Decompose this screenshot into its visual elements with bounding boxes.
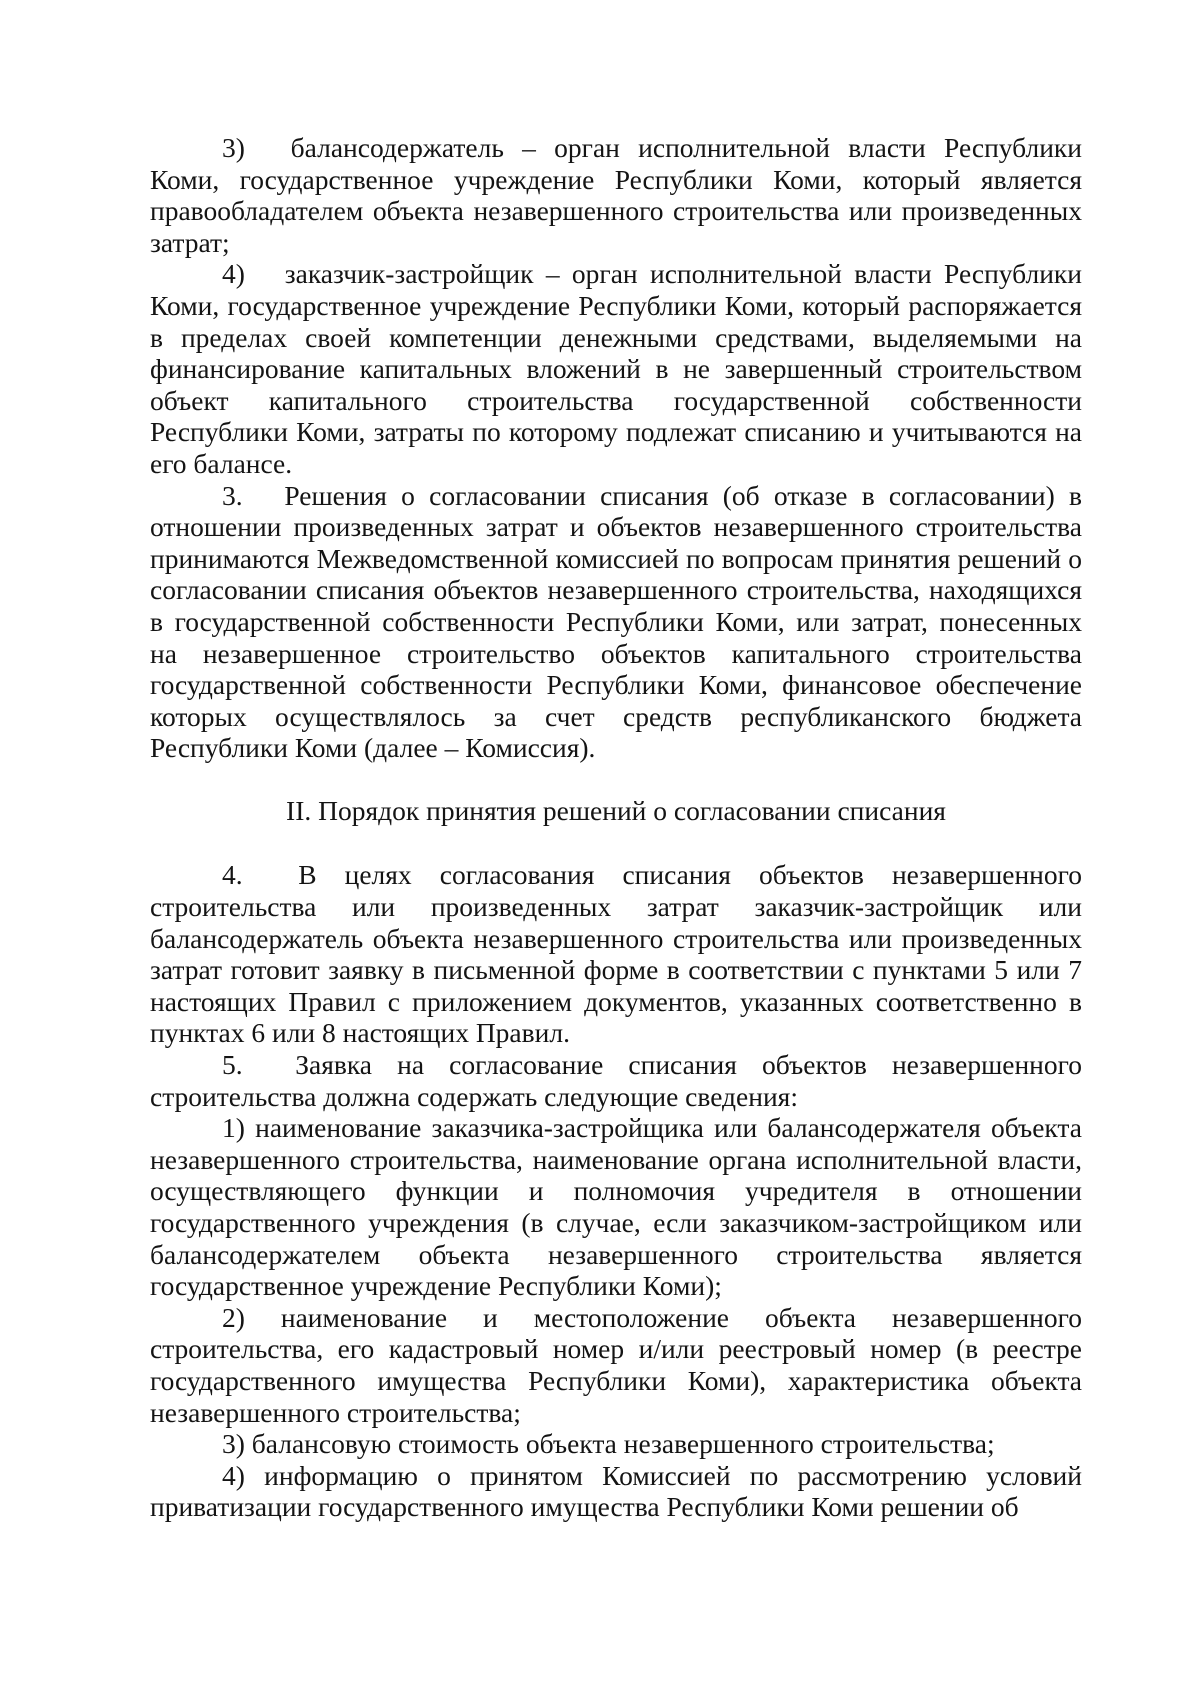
paragraph-5-application-contents: 5. Заявка на согласование списания объектов незавершенного строительства должна содержать следующие сведения: xyxy=(150,1049,1082,1112)
section-heading: II. Порядок принятия решений о согласовании списания xyxy=(286,794,946,826)
paragraph-3-commission-decisions: 3. Решения о согласовании списания (об отказе в согласовании) в отношении произведенных затрат и объектов незавершенного строительства принимаются Межведомственной комиссией по вопросам принятия решений о согласовании списания объектов незавершенного строительства, находящихся в государственной собственности Республики Коми, или затрат, понесенных на незавершенное строительство объектов капитального строительства государственной собственности Республики Коми, финансовое обеспечение которых осуществлялось за счет средств республиканского бюджета Республики Коми (далее – Комиссия). xyxy=(150,479,1082,764)
paragraph-4-application: 4. В целях согласования списания объектов незавершенного строительства или произведенных затрат заказчик-застройщик или балансодержатель объекта незавершенного строительства или произведенных затрат готовит заявку в письменной форме в соответствии с пунктами 5 или 7 настоящих Правил с приложением документов, указанных соответственно в пунктах 6 или 8 настоящих Правил. xyxy=(150,859,1082,1049)
paragraph-5-item-2: 2) наименование и местоположение объекта незавершенного строительства, его кадастровый номер и/или реестровый номер (в реестре государственного имущества Республики Коми), характеристика объекта незавершенного строительства; xyxy=(150,1301,1082,1428)
paragraph-item-4-customer-developer: 4) заказчик-застройщик – орган исполнительной власти Республики Коми, государственное учреждение Республики Коми, который распоряжается в пределах своей компетенции денежными средствами, выделяемыми на финансирование капитальных вложений в не завершенный строительством объект капитального строительства государственной собственности Республики Коми, затраты по которому подлежат списанию и учитываются на его балансе. xyxy=(150,258,1082,479)
paragraph-5-item-3: 3) балансовую стоимость объекта незавершенного строительства; xyxy=(222,1428,995,1460)
paragraph-5-item-1: 1) наименование заказчика-застройщика или балансодержателя объекта незавершенного строительства, наименование органа исполнительной власти, осуществляющего функции и полномочия учредителя в отношении государственного учреждения (в случае, если заказчиком-застройщиком или балансодержателем объекта незавершенного строительства является государственное учреждение Республики Коми); xyxy=(150,1112,1082,1302)
paragraph-item-3-balance-holder: 3) балансодержатель – орган исполнительной власти Республики Коми, государственное учреждение Республики Коми, который является правообладателем объекта незавершенного строительства или произведенных затрат; xyxy=(150,132,1082,258)
paragraph-5-item-4: 4) информацию о принятом Комиссией по рассмотрению условий приватизации государственного имущества Республики Коми решении об xyxy=(150,1459,1082,1523)
document-page xyxy=(150,132,1082,1523)
